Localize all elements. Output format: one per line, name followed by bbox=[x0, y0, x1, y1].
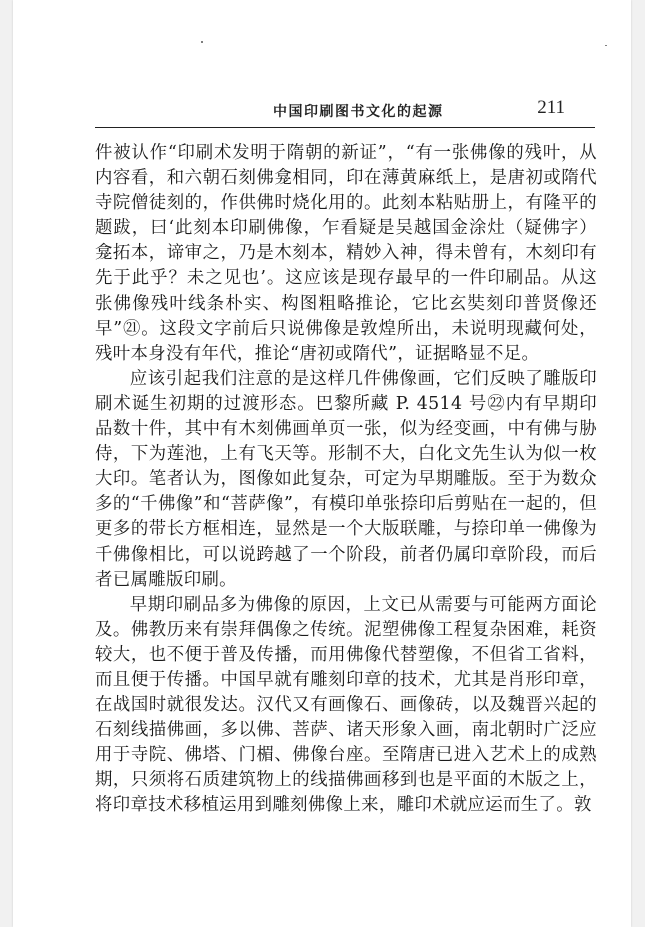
page-header bbox=[95, 97, 595, 128]
page-number: 211 bbox=[537, 97, 565, 118]
body-text bbox=[95, 141, 597, 819]
book-page bbox=[13, 0, 631, 927]
paper-speck bbox=[201, 41, 203, 43]
running-title: 中国印刷图书文化的起源 bbox=[273, 104, 444, 120]
paragraph-continued: 件被认作“印刷术发明于隋朝的新证”，“有一张佛像的残叶，从内容看，和六朝石刻佛龛相同，印在薄黄麻纸上，是唐初或隋代寺院僧徒刻的，作供佛时烧化用的。此刻本粘贴册上，有隆平的题跋，曰‘此刻本印刷佛像，乍看疑是吴越国金涂灶（疑佛字）龛拓本，谛审之，乃是木刻本，精妙入神，得未曾有，木刻印有先于此乎？未之见也’。这应该是现存最早的一件印刷品。从这张佛像残叶线条朴实、构图粗略推论，它比玄奘刻印普贤像还早”㉑。这段文字前后只说佛像是敦煌所出，未说明现藏何处，残叶本身没有年代，推论“唐初或隋代”，证据略显不足。 bbox=[95, 143, 597, 364]
paragraph: 应该引起我们注意的是这样几件佛像画，它们反映了雕版印刷术诞生初期的过渡形态。巴黎所藏 P. 4514 号㉒内有早期印品数十件，其中有木刻佛画单页一张，似为经变画，中有佛与胁侍，下为莲池，上有飞天等。形制不大，白化文先生认为似一枚大印。笔者认为，图像如此复杂，可定为早期雕版。至于为数众多的“千佛像”和“菩萨像”，有模印单张捺印后剪贴在一起的，但更多的带长方框相连，显然是一个大版联雕，与捺印单一佛像为千佛像相比，可以说跨越了一个阶段，前者仍属印章阶段，而后者已属雕版印刷。 bbox=[95, 368, 597, 590]
paper-speck bbox=[605, 45, 607, 46]
paragraph: 早期印刷品多为佛像的原因，上文已从需要与可能两方面论及。佛教历来有崇拜偶像之传统。泥塑佛像工程复杂困难，耗资较大，也不便于普及传播，而用佛像代替塑像，不但省工省料，而且便于传播。中国早就有雕刻印章的技术，尤其是肖形印章，在战国时就很发达。汉代又有画像石、画像砖，以及魏晋兴起的石刻线描佛画，多以佛、菩萨、诸天形象入画，南北朝时广泛应用于寺院、佛塔、门楣、佛像台座。至隋唐已进入艺术上的成熟期，只须将石质建筑物上的线描佛画移到也是平面的木版之上，将印章技术移植运用到雕刻佛像上来，雕印术就应运而生了。敦 bbox=[95, 594, 597, 816]
